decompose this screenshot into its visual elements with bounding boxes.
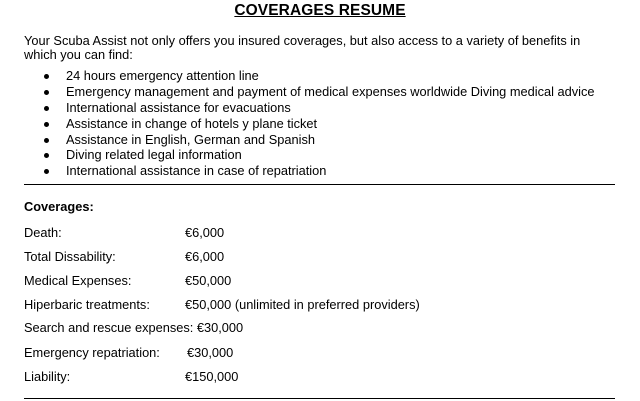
coverage-value: €50,000 (unlimited in preferred providers) (185, 297, 420, 312)
coverage-row (24, 320, 243, 335)
coverage-row (24, 249, 225, 264)
coverage-row (24, 345, 234, 360)
benefit-text: 24 hours emergency attention line (66, 68, 259, 83)
coverage-label: Hiperbaric treatments: (24, 297, 150, 312)
benefit-text: Assistance in change of hotels y plane ticket (66, 115, 318, 131)
benefit-item (44, 68, 595, 84)
bullet-icon (44, 122, 49, 127)
section-divider (24, 184, 615, 185)
coverage-row (24, 297, 420, 312)
coverage-value: €6,000 (185, 249, 225, 264)
benefit-text: Assistance in English, German and Spanish (66, 131, 315, 147)
intro-paragraph: Your Scuba Assist not only offers you insured coverages, but also access to a variety of benefits in which you can find: (24, 33, 581, 62)
benefit-text: International assistance for evacuations (66, 99, 291, 115)
coverages-heading: Coverages: (24, 199, 94, 214)
benefit-item (44, 116, 595, 132)
coverage-row (24, 369, 239, 384)
benefit-text: International assistance in case of repatriation (66, 163, 327, 179)
bullet-icon (44, 169, 49, 174)
coverage-row (24, 225, 225, 240)
benefit-item (44, 163, 595, 179)
bullet-icon (44, 74, 49, 79)
bottom-divider (24, 398, 615, 399)
coverage-label: Medical Expenses: (24, 273, 132, 288)
coverage-value: €30,000 (196, 320, 244, 335)
benefit-item (44, 132, 595, 148)
coverage-label: Search and rescue expenses: (24, 320, 194, 335)
benefit-item (44, 100, 595, 116)
coverage-label: Emergency repatriation: (24, 345, 160, 360)
bullet-icon (44, 138, 49, 143)
benefit-item (44, 84, 595, 100)
coverage-row (24, 273, 232, 288)
coverage-value: €50,000 (185, 273, 232, 288)
benefit-item (44, 147, 595, 163)
benefit-text: Emergency management and payment of medical expenses worldwide Diving medical advice (66, 83, 595, 99)
coverage-value: €150,000 (185, 369, 239, 384)
benefit-text: Diving related legal information (66, 147, 242, 163)
coverage-value: €6,000 (185, 225, 225, 240)
coverage-value: €30,000 (187, 345, 234, 360)
bullet-icon (44, 106, 49, 111)
bullet-icon (44, 153, 49, 158)
coverage-label: Liability: (24, 369, 71, 384)
benefits-list (44, 68, 595, 179)
page-title: COVERAGES RESUME (234, 2, 406, 19)
coverage-label: Death: (24, 225, 62, 240)
bullet-icon (44, 90, 49, 95)
coverage-label: Total Dissability: (24, 249, 116, 264)
